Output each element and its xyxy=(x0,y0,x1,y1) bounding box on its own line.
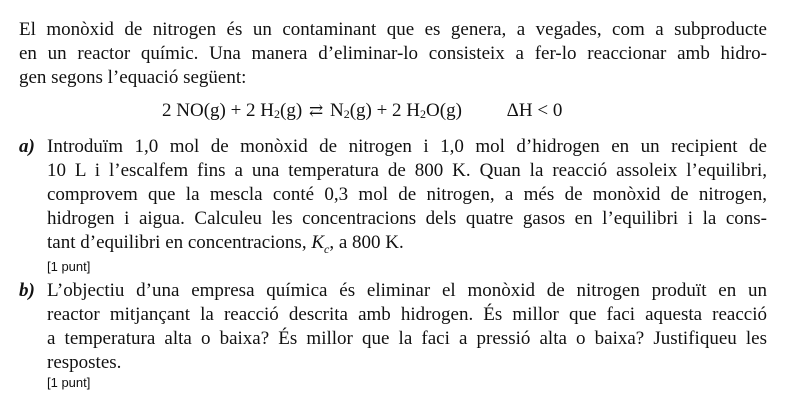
part-b-line: respostes. xyxy=(47,352,122,373)
equation-subscript: 2 xyxy=(274,107,281,121)
part-a-line: hidrogen i aigua. Calculeu les concentracions dels quatre gasos en l’equilibri i la cons- xyxy=(47,208,767,229)
intro-line: gen segons l’equació següent: xyxy=(19,67,247,88)
equation-part: (g) + 2 H xyxy=(349,100,421,121)
part-a-line xyxy=(47,231,767,261)
equation-part: O(g) xyxy=(426,100,462,121)
part-a-label: a) xyxy=(19,136,35,157)
kc-symbol: K xyxy=(311,232,325,253)
part-b-line: L’objectiu d’una empresa química és eliminar el monòxid de nitrogen produït en un xyxy=(47,280,767,301)
part-a-line: 10 L i l’escalfem fins a una temperatura de 800 K. Quan la reacció assoleix l’equilibri, xyxy=(47,160,767,181)
part-b-label: b) xyxy=(19,280,35,301)
equation-part: (g) xyxy=(280,100,307,121)
equation-part: 2 NO(g) + 2 H xyxy=(162,100,275,121)
part-b-points: [1 punt] xyxy=(47,375,91,390)
intro-line: en un reactor químic. Una manera d’eliminar-lo consisteix a fer-lo reaccionar amb hidro- xyxy=(19,43,767,64)
chemical-equation xyxy=(162,99,562,124)
equation-subscript: 2 xyxy=(420,107,427,121)
equation-subscript: 2 xyxy=(343,107,350,121)
part-a-text: , a 800 K. xyxy=(329,232,404,253)
part-b-line: a temperatura alta o baixa? És millor que la faci a pressió alta o baixa? Justifiqueu les xyxy=(47,328,767,349)
equilibrium-arrow-icon: ⇄ xyxy=(308,101,324,120)
enthalpy-condition: ΔH < 0 xyxy=(506,100,563,121)
intro-line: El monòxid de nitrogen és un contaminant que es genera, a vegades, com a subproducte xyxy=(19,19,767,40)
part-a-line: Introduïm 1,0 mol de monòxid de nitrogen i 1,0 mol d’hidrogen en un recipient de xyxy=(47,136,767,157)
part-b-line: reactor mitjançant la reacció descrita amb hidrogen. És millor que faci aquesta reacció xyxy=(47,304,767,325)
kc-subscript: c xyxy=(324,241,330,256)
part-a-line: comprovem que la mescla conté 0,3 mol de nitrogen, a més de monòxid de nitrogen, xyxy=(47,184,767,205)
equation-part: N xyxy=(325,100,344,121)
part-a-text: tant d’equilibri en concentracions, xyxy=(47,232,312,253)
part-a-points: [1 punt] xyxy=(47,259,91,274)
